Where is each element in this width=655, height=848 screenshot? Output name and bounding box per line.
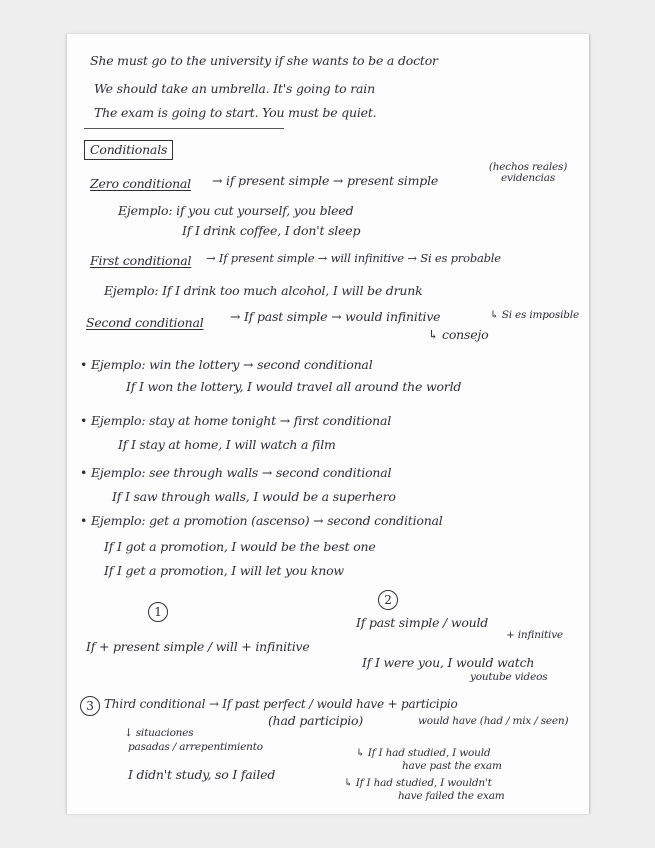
first-example: Ejemplo: If I drink too much alcohol, I will be drunk: [104, 283, 423, 298]
second-conditional-note-1: ↳ Si es imposible: [490, 309, 579, 321]
third-note-1: ↓ situaciones: [124, 727, 194, 739]
third-result-1a: ↳ If I had studied, I would: [356, 747, 491, 759]
summary-formula-2a: If past simple / would: [356, 615, 489, 630]
example-line-3: If I saw through walls, I would be a superhero: [112, 489, 396, 504]
third-result-2b: have failed the exam: [398, 790, 505, 802]
example-cue-2: • Ejemplo: stay at home tonight → first conditional: [80, 413, 392, 428]
zero-conditional-title: Zero conditional: [90, 176, 191, 191]
third-sub: (had participio): [268, 713, 364, 728]
zero-conditional-rule: → if present simple → present simple: [212, 173, 439, 188]
first-conditional-title: First conditional: [90, 253, 192, 268]
third-would-have: would have (had / mix / seen): [418, 715, 569, 727]
summary-number-2: 2: [378, 590, 398, 610]
section-heading: Conditionals: [84, 140, 173, 160]
second-conditional-note-2: ↳ consejo: [428, 327, 489, 342]
example-line-2: If I stay at home, I will watch a film: [118, 437, 336, 452]
intro-line-2: We should take an umbrella. It's going to rain: [94, 81, 375, 96]
example-line-4b: If I get a promotion, I will let you know: [104, 563, 344, 578]
intro-line-3: The exam is going to start. You must be quiet.: [94, 105, 377, 120]
first-conditional-rule: → If present simple → will infinitive → Si es probable: [206, 251, 501, 265]
summary-formula-1: If + present simple / will + infinitive: [86, 639, 310, 654]
example-cue-1: • Ejemplo: win the lottery → second conditional: [80, 357, 373, 372]
third-result-2a: ↳ If I had studied, I wouldn't: [344, 777, 492, 789]
second-conditional-title: Second conditional: [86, 315, 204, 330]
summary-example-2a: If I were you, I would watch: [362, 655, 535, 670]
intro-line-1: She must go to the university if she wants to be a doctor: [90, 53, 438, 68]
third-conditional-title: Third conditional → If past perfect / would have + participio: [104, 697, 458, 711]
summary-number-1: 1: [148, 602, 168, 622]
example-cue-4: • Ejemplo: get a promotion (ascenso) → second conditional: [80, 513, 443, 528]
zero-example-2: If I drink coffee, I don't sleep: [182, 223, 361, 238]
third-note-2: pasadas / arrepentimiento: [128, 741, 263, 753]
summary-formula-2b: + infinitive: [506, 629, 563, 641]
example-cue-3: • Ejemplo: see through walls → second conditional: [80, 465, 392, 480]
example-line-4a: If I got a promotion, I would be the best one: [104, 539, 376, 554]
third-example: I didn't study, so I failed: [128, 767, 276, 782]
example-line-1: If I won the lottery, I would travel all around the world: [126, 379, 462, 394]
second-conditional-rule: → If past simple → would infinitive: [230, 309, 441, 324]
third-result-1b: have past the exam: [402, 760, 502, 772]
summary-example-2b: youtube videos: [470, 671, 548, 683]
divider-line: [84, 128, 284, 129]
third-number: 3: [80, 696, 100, 716]
zero-example-1: Ejemplo: if you cut yourself, you bleed: [118, 203, 354, 218]
zero-conditional-note: (hechos reales) evidencias: [488, 161, 568, 184]
